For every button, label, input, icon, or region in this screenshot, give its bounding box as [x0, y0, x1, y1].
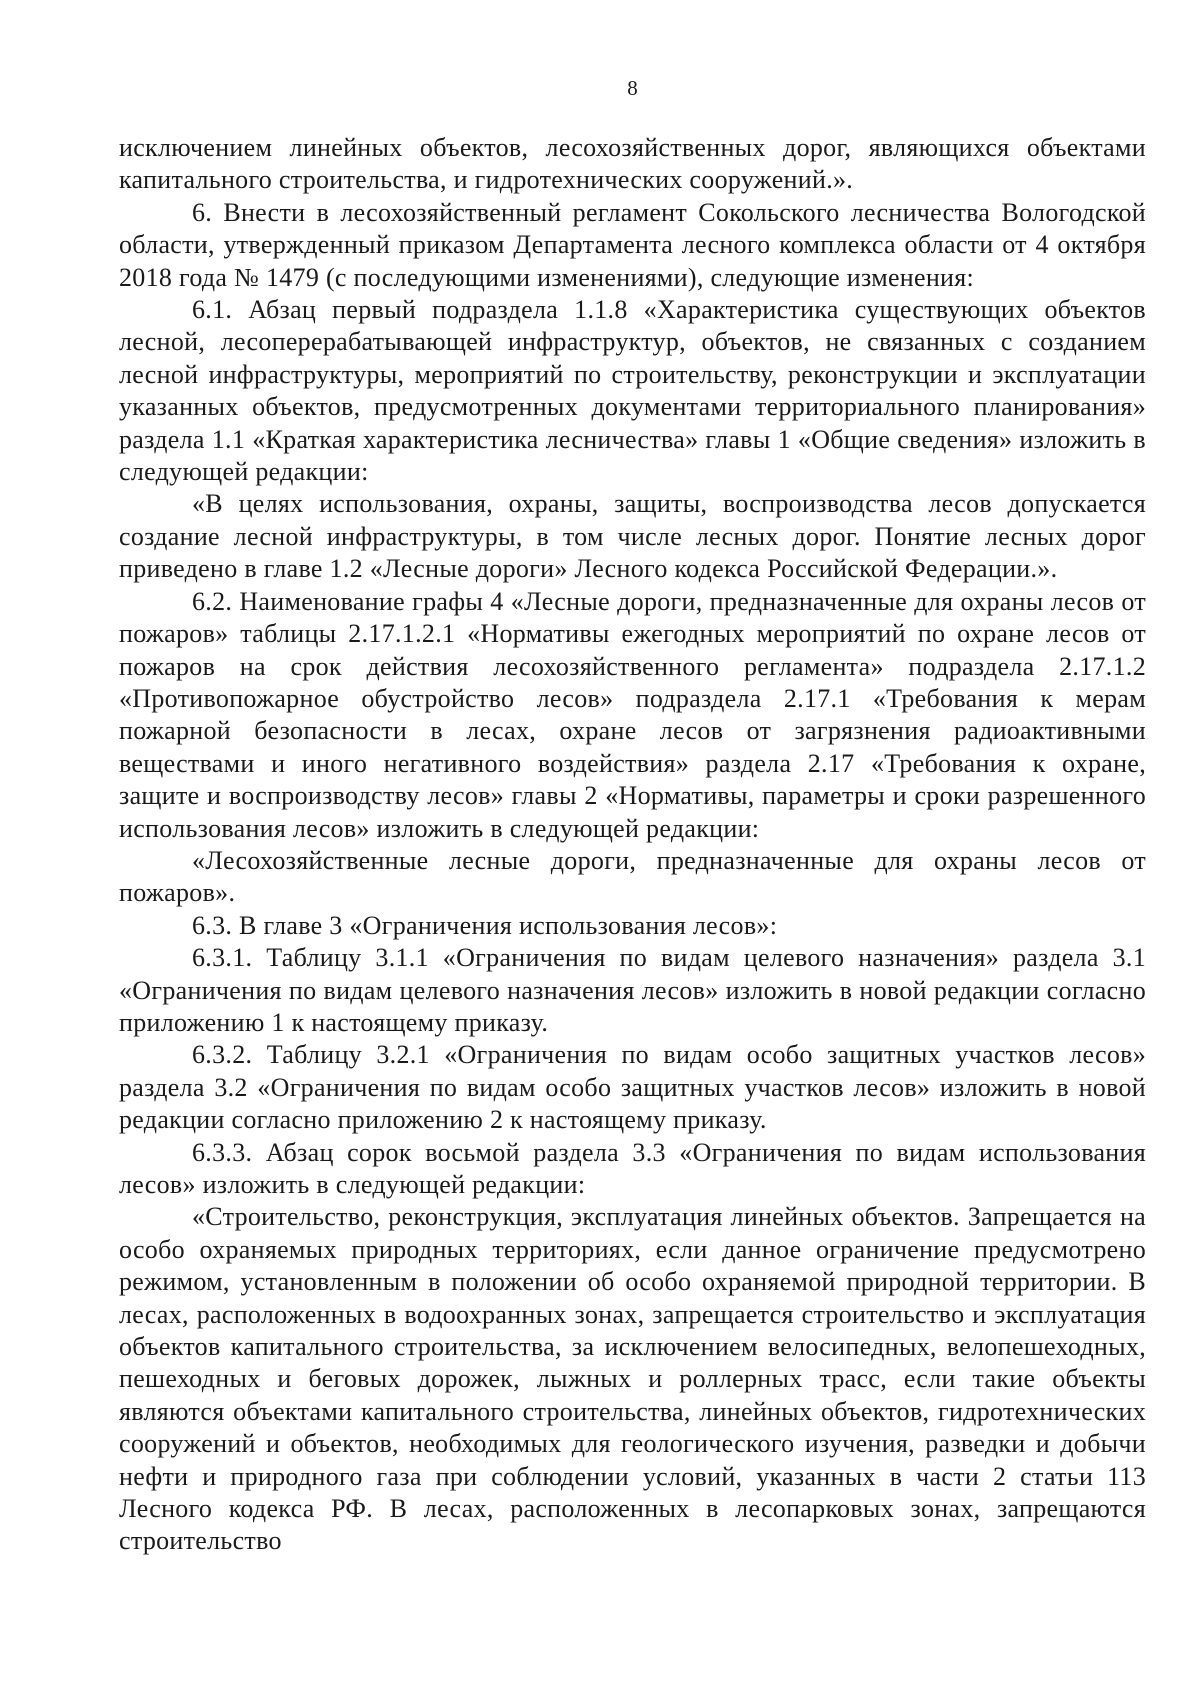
paragraph-item-6-2: 6.2. Наименование графы 4 «Лесные дороги, предназначенные для охраны лесов от пожаров» таблицы 2.17.1.2.1 «Нормативы ежегодных мероприятий по охране лесов от пожаров на срок действия лесохозяйственного регламента» подраздела 2.17.1.2 «Противопожарное обустройство лесов» подраздела 2.17.1 «Требования к мерам пожарной безопасности в лесах, охране лесов от загрязнения радиоактивными веществами и иного негативного воздействия» раздела 2.17 «Требования к охране, защите и воспроизводству лесов» главы 2 «Нормативы, параметры и сроки разрешенного использования лесов» изложить в следующей редакции:: [119, 586, 1146, 843]
paragraph-item-6-3-3-quote: «Строительство, реконструкция, эксплуатация линейных объектов. Запрещается на особо охраняемых природных территориях, если данное ограничение предусмотрено режимом, установленным в положении об особо охраняемой природной территории. В лесах, расположенных в водоохранных зонах, запрещается строительство и эксплуатация объектов капитального строительства, за исключением велосипедных, велопешеходных, пешеходных и беговых дорожек, лыжных и роллерных трасс, если такие объекты являются объектами капитального строительства, линейных объектов, гидротехнических сооружений и объектов, необходимых для геологического изучения, разведки и добычи нефти и природного газа при соблюдении условий, указанных в части 2 статьи 113 Лесного кодекса РФ. В лесах, расположенных в лесопарковых зонах, запрещаются строительство: [119, 1202, 1146, 1556]
paragraph-continuation: исключением линейных объектов, лесохозяйственных дорог, являющихся объектами капитального строительства, и гидротехнических сооружений.».: [119, 133, 1146, 195]
page-number: 8: [627, 76, 638, 100]
document-body: [119, 132, 1146, 1558]
paragraph-item-6-1: 6.1. Абзац первый подраздела 1.1.8 «Характеристика существующих объектов лесной, лесоперерабатывающей инфраструктур, объектов, не связанных с созданием лесной инфраструктуры, мероприятий по строительству, реконструкции и эксплуатации указанных объектов, предусмотренных документами территориального планирования» раздела 1.1 «Краткая характеристика лесничества» главы 1 «Общие сведения» изложить в следующей редакции:: [119, 295, 1146, 487]
paragraph-item-6-1-quote: «В целях использования, охраны, защиты, воспроизводства лесов допускается создание лесной инфраструктуры, в том числе лесных дорог. Понятие лесных дорог приведено в главе 1.2 «Лесные дороги» Лесного кодекса Российской Федерации.».: [119, 489, 1146, 584]
paragraph-item-6-3-1: 6.3.1. Таблицу 3.1.1 «Ограничения по видам целевого назначения» раздела 3.1 «Ограничения по видам целевого назначения лесов» изложить в новой редакции согласно приложению 1 к настоящему приказу.: [119, 943, 1146, 1037]
paragraph-item-6: 6. Внести в лесохозяйственный регламент Сокольского лесничества Вологодской области, утвержденный приказом Департамента лесного комплекса области от 4 октября 2018 года № 1479 (с последующими изменениями), следующие изменения:: [119, 197, 1146, 292]
paragraph-item-6-3: 6.3. В главе 3 «Ограничения использования лесов»:: [192, 910, 778, 940]
paragraph-item-6-3-3: 6.3.3. Абзац сорок восьмой раздела 3.3 «Ограничения по видам использования лесов» изложить в следующей редакции:: [119, 1137, 1146, 1199]
paragraph-item-6-3-2: 6.3.2. Таблицу 3.2.1 «Ограничения по видам особо защитных участков лесов» раздела 3.2 «Ограничения по видам особо защитных участков лесов» изложить в новой редакции согласно приложению 2 к настоящему приказу.: [119, 1040, 1146, 1135]
paragraph-item-6-2-quote: «Лесохозяйственные лесные дороги, предназначенные для охраны лесов от пожаров».: [119, 845, 1146, 908]
